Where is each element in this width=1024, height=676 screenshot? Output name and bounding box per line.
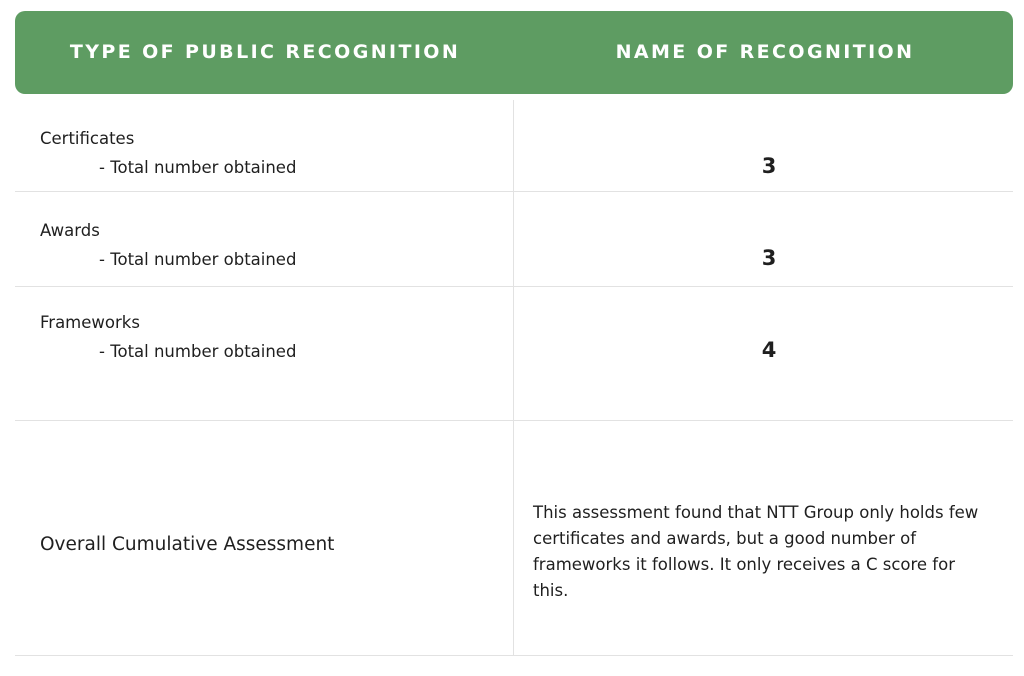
row-subtitle-certificates: - Total number obtained [99,158,297,177]
row-divider [15,191,1013,192]
table-bottom-border [15,655,1013,656]
row-title-frameworks: Frameworks [40,313,140,332]
overall-assessment-text: This assessment found that NTT Group only holds few certificates and awards, but a good number of frameworks it follows. It only receives a C score for this. [533,503,979,600]
table-header [15,11,1013,94]
row-value-awards: 3 [761,246,777,270]
row-title-awards: Awards [40,221,100,240]
row-subtitle-frameworks: - Total number obtained [99,342,297,361]
header-name-of-recognition: NAME OF RECOGNITION [615,41,915,63]
row-title-certificates: Certificates [40,129,135,148]
row-divider [15,286,1013,287]
overall-assessment-label: Overall Cumulative Assessment [40,534,335,555]
row-value-frameworks: 4 [761,338,777,362]
row-divider [15,420,1013,421]
header-type-of-public-recognition: TYPE OF PUBLIC RECOGNITION [69,41,461,63]
row-subtitle-awards: - Total number obtained [99,250,297,269]
column-divider [513,100,514,655]
row-value-certificates: 3 [761,154,777,178]
